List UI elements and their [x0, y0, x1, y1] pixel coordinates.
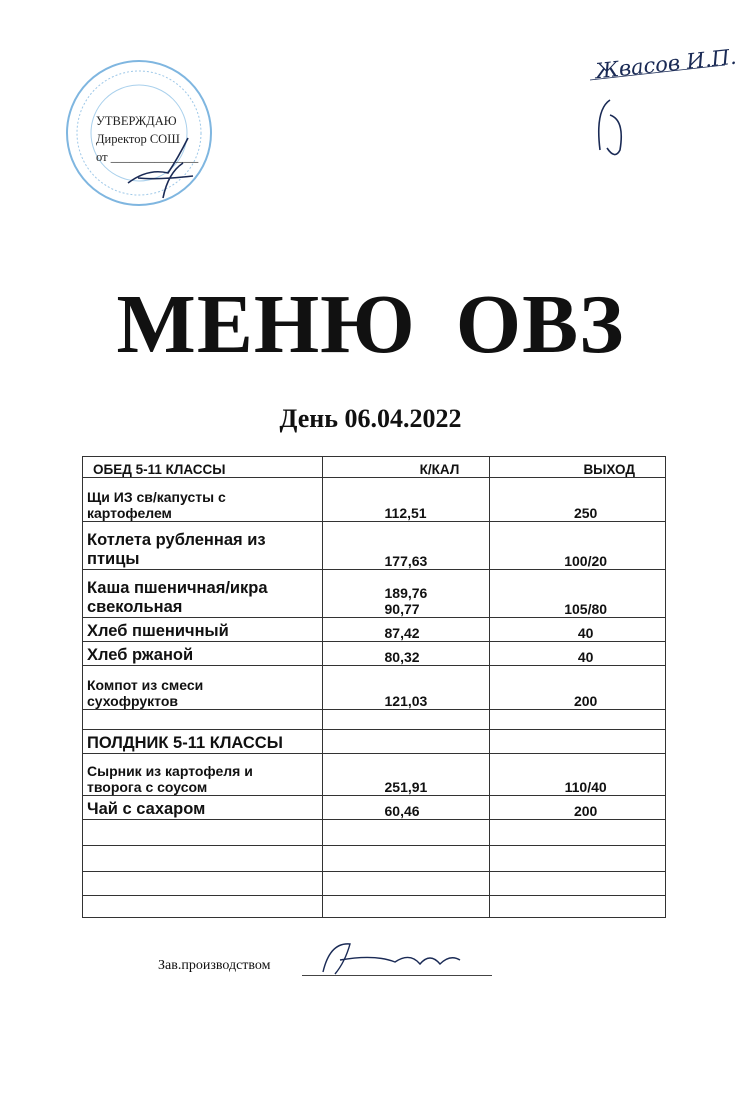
dish-kcal: 60,46 [322, 796, 490, 820]
menu-table [82, 456, 666, 918]
header-kcal: К/КАЛ [322, 457, 490, 478]
signature-top-text: Жвасов И.П. [594, 44, 738, 84]
dish-output: 40 [490, 642, 666, 666]
dish-kcal: 251,91 [322, 754, 490, 796]
dish-name: Щи ИЗ св/капусты с картофелем [83, 478, 323, 522]
table-row [83, 666, 666, 710]
director-signature [118, 128, 198, 208]
dish-output: 200 [490, 796, 666, 820]
dish-name: Компот из смеси сухофруктов [83, 666, 323, 710]
dish-output: 105/80 [490, 570, 666, 618]
table-row [83, 618, 666, 642]
dish-kcal: 112,51 [322, 478, 490, 522]
dish-name: Хлеб пшеничный [83, 618, 323, 642]
table-empty-row [83, 872, 666, 896]
dish-name: Хлеб ржаной [83, 642, 323, 666]
approval-line-3: от ______________ [96, 150, 199, 164]
dish-output: 200 [490, 666, 666, 710]
dish-kcal: 189,76 90,77 [322, 570, 490, 618]
table-empty-row [83, 820, 666, 846]
dish-output: 40 [490, 618, 666, 642]
table-row [83, 522, 666, 570]
table-row [83, 478, 666, 522]
dish-kcal: 177,63 [322, 522, 490, 570]
table-empty-row [83, 896, 666, 918]
dish-kcal: 87,42 [322, 618, 490, 642]
header-output: ВЫХОД [490, 457, 666, 478]
dish-kcal: 80,32 [322, 642, 490, 666]
header-name: ОБЕД 5-11 КЛАССЫ [83, 457, 323, 478]
table-row [83, 642, 666, 666]
page-title: МЕНЮ ОВЗ [116, 278, 625, 371]
snack-header: ПОЛДНИК 5-11 КЛАССЫ [83, 730, 323, 754]
production-manager-signature [315, 932, 465, 982]
table-row [83, 796, 666, 820]
dish-name: Каша пшеничная/икра свекольная [83, 570, 323, 618]
dish-name: Котлета рубленная из птицы [83, 522, 323, 570]
table-row [83, 570, 666, 618]
dish-output: 110/40 [490, 754, 666, 796]
table-empty-row [83, 846, 666, 872]
approval-line-2: Директор СОШ [96, 132, 180, 146]
dish-output: 100/20 [490, 522, 666, 570]
table-header-row [83, 457, 666, 478]
snack-header-row [83, 730, 666, 754]
dish-output: 250 [490, 478, 666, 522]
dish-name: Чай с сахаром [83, 796, 323, 820]
table-row [83, 754, 666, 796]
table-empty-row [83, 710, 666, 730]
approval-line-1: УТВЕРЖДАЮ [96, 114, 177, 128]
footer-label: Зав.производством [158, 958, 271, 973]
menu-date: День 06.04.2022 [279, 404, 462, 433]
dish-kcal: 121,03 [322, 666, 490, 710]
dish-name: Сырник из картофеля и творога с соусом [83, 754, 323, 796]
